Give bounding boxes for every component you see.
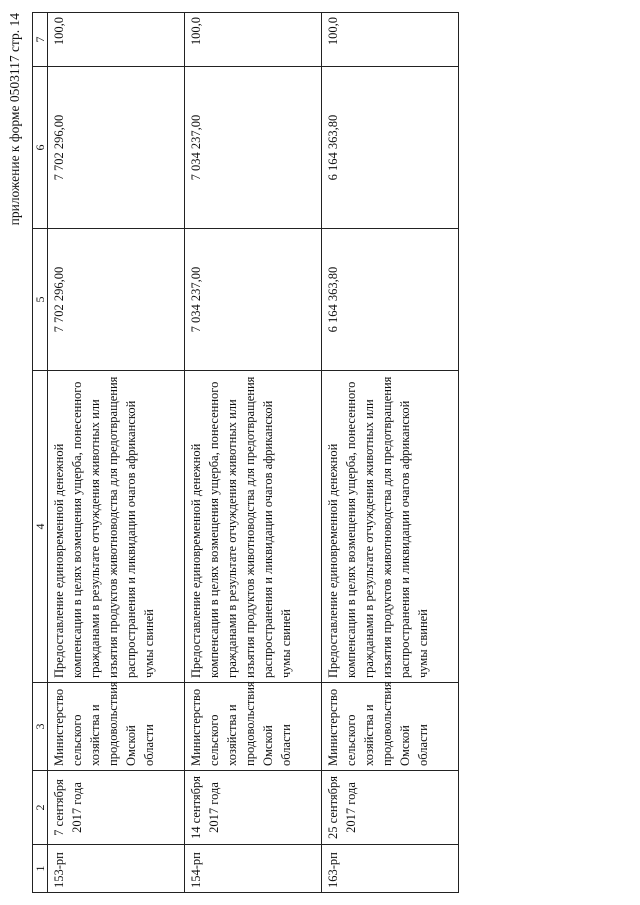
percent-value: 100,0 — [322, 13, 459, 67]
column-header: 1 — [33, 845, 48, 893]
amount-col6: 7 034 237,00 — [185, 67, 322, 229]
order-date: 25 сентября 2017 года — [322, 771, 459, 845]
percent-value: 100,0 — [48, 13, 185, 67]
order-number: 153-рп — [48, 845, 185, 893]
budget-table — [32, 12, 459, 893]
amount-col6: 7 702 296,00 — [48, 67, 185, 229]
purpose-text: Предоставление единовременной денежной компенсации в целях возмещения ущерба, понесенного гражданами в результате отчуждения животных или изъятия продуктов животноводства для предотвращения распространения и ликвидации очагов африканской чумы свиней — [322, 371, 459, 683]
column-number-row — [33, 13, 48, 893]
column-header: 6 — [33, 67, 48, 229]
table-row — [185, 13, 322, 893]
column-header: 3 — [33, 683, 48, 771]
ministry-name: Министерство сельского хозяйства и продовольствия Омской области — [48, 683, 185, 771]
order-date: 7 сентября 2017 года — [48, 771, 185, 845]
order-date: 14 сентября 2017 года — [185, 771, 322, 845]
appendix-note: приложение к форме 0503117 стр. 14 — [7, 13, 22, 226]
table-row — [48, 13, 185, 893]
ministry-name: Министерство сельского хозяйства и продовольствия Омской области — [185, 683, 322, 771]
purpose-text: Предоставление единовременной денежной компенсации в целях возмещения ущерба, понесенного гражданами в результате отчуждения животных или изъятия продуктов животноводства для предотвращения распространения и ликвидации очагов африканской чумы свиней — [185, 371, 322, 683]
amount-col6: 6 164 363,80 — [322, 67, 459, 229]
amount-col5: 7 034 237,00 — [185, 229, 322, 371]
percent-value: 100,0 — [185, 13, 322, 67]
column-header: 7 — [33, 13, 48, 67]
order-number: 163-рп — [322, 845, 459, 893]
purpose-text: Предоставление единовременной денежной компенсации в целях возмещения ущерба, понесенного гражданами в результате отчуждения животных или изъятия продуктов животноводства для предотвращения распространения и ликвидации очагов африканской чумы свиней — [48, 371, 185, 683]
amount-col5: 7 702 296,00 — [48, 229, 185, 371]
order-number: 154-рп — [185, 845, 322, 893]
table-row — [322, 13, 459, 893]
column-header: 5 — [33, 229, 48, 371]
ministry-name: Министерство сельского хозяйства и продовольствия Омской области — [322, 683, 459, 771]
column-header: 4 — [33, 371, 48, 683]
column-header: 2 — [33, 771, 48, 845]
amount-col5: 6 164 363,80 — [322, 229, 459, 371]
